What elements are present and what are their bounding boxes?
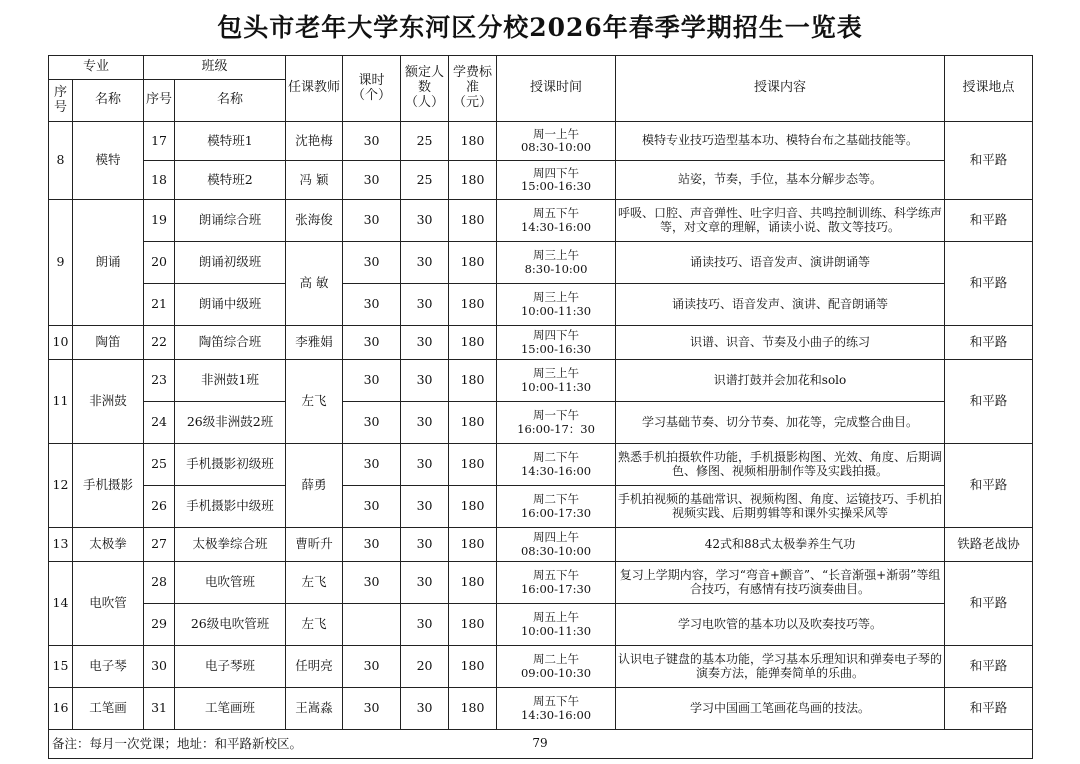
fee: 180 — [449, 486, 497, 528]
location: 和平路 — [945, 646, 1033, 688]
table-row — [49, 284, 1033, 326]
hours: 30 — [343, 242, 401, 284]
class-time — [497, 562, 616, 604]
remark: 备注：每月一次党课；地址：和平路新校区。 — [49, 730, 1033, 759]
class-hours: 09:00-10:30 — [520, 665, 592, 680]
header-class-name: 名称 — [175, 80, 286, 122]
class-hours: 16:00-17:30 — [520, 505, 592, 520]
hours: 30 — [343, 122, 401, 161]
class-hours: 15:00-16:30 — [520, 341, 592, 356]
quota: 20 — [401, 646, 449, 688]
major-name: 朗诵 — [73, 200, 144, 326]
class-day: 周二下午 — [533, 450, 580, 465]
class-day: 周四下午 — [533, 328, 580, 343]
major-name: 陶笛 — [73, 326, 144, 360]
fee: 180 — [449, 242, 497, 284]
teacher: 薛勇 — [286, 444, 343, 528]
class-time — [497, 604, 616, 646]
major-name: 电子琴 — [73, 646, 144, 688]
quota: 30 — [401, 444, 449, 486]
major-name: 手机摄影 — [73, 444, 144, 528]
class-day: 周一下午 — [533, 408, 580, 423]
quota: 30 — [401, 284, 449, 326]
teacher: 任明亮 — [286, 646, 343, 688]
location: 和平路 — [945, 326, 1033, 360]
enrollment-table — [48, 55, 1033, 759]
major-name: 非洲鼓 — [73, 360, 144, 444]
location: 和平路 — [945, 360, 1033, 444]
page-number: 79 — [532, 736, 548, 750]
header-major-no: 序号 — [49, 80, 73, 122]
class-time — [497, 444, 616, 486]
hours: 30 — [343, 444, 401, 486]
class-time — [497, 326, 616, 360]
location: 和平路 — [945, 444, 1033, 528]
teacher: 高 敏 — [286, 242, 343, 326]
teacher: 王嵩淼 — [286, 688, 343, 730]
class-hours: 10:00-11:30 — [520, 623, 592, 638]
class-name: 朗诵中级班 — [175, 284, 286, 326]
class-time — [497, 486, 616, 528]
class-name: 工笔画班 — [175, 688, 286, 730]
fee: 180 — [449, 562, 497, 604]
quota: 30 — [401, 688, 449, 730]
table-row — [49, 402, 1033, 444]
fee: 180 — [449, 161, 497, 200]
fee: 180 — [449, 122, 497, 161]
class-no: 27 — [144, 528, 175, 562]
content: 诵读技巧、语音发声、演讲、配音朗诵等 — [616, 284, 945, 326]
header-major-name: 名称 — [73, 80, 144, 122]
table-row — [49, 242, 1033, 284]
class-hours: 08:30-10:00 — [520, 543, 592, 558]
content: 42式和88式太极拳养生气功 — [616, 528, 945, 562]
hours: 30 — [343, 646, 401, 688]
table-row — [49, 486, 1033, 528]
content: 识谱、识音、节奏及小曲子的练习 — [616, 326, 945, 360]
class-day: 周四上午 — [533, 530, 580, 545]
quota: 30 — [401, 604, 449, 646]
header-class-no: 序号 — [144, 80, 175, 122]
location: 铁路老战协 — [945, 528, 1033, 562]
fee: 180 — [449, 326, 497, 360]
fee: 180 — [449, 646, 497, 688]
class-time — [497, 688, 616, 730]
quota: 30 — [401, 486, 449, 528]
class-no: 24 — [144, 402, 175, 444]
location: 和平路 — [945, 200, 1033, 242]
header-hours: 课时（个） — [343, 56, 401, 122]
quota: 30 — [401, 562, 449, 604]
fee: 180 — [449, 402, 497, 444]
page-title: 包头市老年大学东河区分校2026年春季学期招生一览表 — [217, 13, 863, 42]
class-hours: 10:00-11:30 — [520, 379, 592, 394]
hours: 30 — [343, 161, 401, 200]
class-no: 22 — [144, 326, 175, 360]
class-no: 17 — [144, 122, 175, 161]
content: 学习基础节奏、切分节奏、加花等，完成整合曲目。 — [616, 402, 945, 444]
hours: 30 — [343, 562, 401, 604]
major-no: 10 — [49, 326, 73, 360]
major-name: 工笔画 — [73, 688, 144, 730]
major-no: 12 — [49, 444, 73, 528]
class-day: 周二下午 — [533, 492, 580, 507]
fee: 180 — [449, 444, 497, 486]
hours: 30 — [343, 486, 401, 528]
class-day: 周五下午 — [533, 568, 580, 583]
content: 学习电吹管的基本功以及吹奏技巧等。 — [616, 604, 945, 646]
teacher: 李雅娟 — [286, 326, 343, 360]
class-no: 23 — [144, 360, 175, 402]
class-name: 26级电吹管班 — [175, 604, 286, 646]
class-hours: 14:30-16:00 — [520, 463, 592, 478]
hours: 30 — [343, 284, 401, 326]
class-time — [497, 242, 616, 284]
class-no: 25 — [144, 444, 175, 486]
teacher: 冯 颖 — [286, 161, 343, 200]
quota: 30 — [401, 402, 449, 444]
class-hours: 16:00-17:30 — [520, 581, 592, 596]
major-no: 16 — [49, 688, 73, 730]
class-name: 朗诵初级班 — [175, 242, 286, 284]
class-time — [497, 646, 616, 688]
header-fee: 学费标准（元） — [449, 56, 497, 122]
content: 认识电子键盘的基本功能，学习基本乐理知识和弹奏电子琴的演奏方法，能弹奏简单的乐曲。 — [616, 646, 945, 688]
table-row — [49, 646, 1033, 688]
location: 和平路 — [945, 562, 1033, 646]
class-time — [497, 161, 616, 200]
class-day: 周二上午 — [533, 652, 580, 667]
teacher: 左飞 — [286, 562, 343, 604]
header-class: 班级 — [144, 56, 286, 80]
class-time — [497, 528, 616, 562]
class-time — [497, 360, 616, 402]
class-no: 31 — [144, 688, 175, 730]
table-row — [49, 326, 1033, 360]
class-hours: 08:30-10:00 — [520, 140, 592, 154]
header-quota: 额定人数（人） — [401, 56, 449, 122]
header-major: 专业 — [49, 56, 144, 80]
hours: 30 — [343, 528, 401, 562]
quota: 30 — [401, 200, 449, 242]
class-name: 朗诵综合班 — [175, 200, 286, 242]
content: 呼吸、口腔、声音弹性、吐字归音、共鸣控制训练、科学练声等，对文章的理解，诵读小说、散文等技巧。 — [616, 200, 945, 242]
table-row — [49, 444, 1033, 486]
teacher: 沈艳梅 — [286, 122, 343, 161]
content: 学习中国画工笔画花鸟画的技法。 — [616, 688, 945, 730]
class-name: 手机摄影初级班 — [175, 444, 286, 486]
table-row — [49, 360, 1033, 402]
major-no: 15 — [49, 646, 73, 688]
class-no: 20 — [144, 242, 175, 284]
major-no: 14 — [49, 562, 73, 646]
hours: 30 — [343, 360, 401, 402]
class-no: 30 — [144, 646, 175, 688]
major-name: 电吹管 — [73, 562, 144, 646]
hours: 30 — [343, 200, 401, 242]
quota: 25 — [401, 122, 449, 161]
header-row-1 — [49, 56, 1033, 80]
fee: 180 — [449, 604, 497, 646]
class-no: 26 — [144, 486, 175, 528]
class-hours: 16:00-17：30 — [517, 421, 595, 436]
class-time — [497, 200, 616, 242]
class-day: 周五下午 — [533, 206, 580, 221]
major-name: 太极拳 — [73, 528, 144, 562]
class-day: 周五上午 — [533, 610, 580, 625]
class-no: 28 — [144, 562, 175, 604]
major-name: 模特 — [73, 122, 144, 200]
major-no: 11 — [49, 360, 73, 444]
major-no: 13 — [49, 528, 73, 562]
table-row — [49, 161, 1033, 200]
class-hours: 15:00-16:30 — [520, 179, 592, 193]
class-time — [497, 122, 616, 161]
header-location: 授课地点 — [945, 56, 1033, 122]
teacher: 左飞 — [286, 360, 343, 444]
class-hours: 8:30-10:00 — [524, 261, 588, 276]
header-teacher: 任课教师 — [286, 56, 343, 122]
class-day: 周一上午 — [533, 126, 580, 141]
header-content: 授课内容 — [616, 56, 945, 122]
teacher: 张海俊 — [286, 200, 343, 242]
class-no: 29 — [144, 604, 175, 646]
class-day: 周三上午 — [533, 366, 580, 381]
quota: 30 — [401, 326, 449, 360]
class-hours: 14:30-16:00 — [520, 707, 592, 722]
class-name: 太极拳综合班 — [175, 528, 286, 562]
teacher: 左飞 — [286, 604, 343, 646]
class-day: 周四下午 — [533, 165, 580, 180]
table-row — [49, 200, 1033, 242]
location: 和平路 — [945, 122, 1033, 200]
header-time: 授课时间 — [497, 56, 616, 122]
class-no: 18 — [144, 161, 175, 200]
hours — [343, 604, 401, 646]
teacher: 曹昕升 — [286, 528, 343, 562]
class-day: 周五下午 — [533, 694, 580, 709]
quota: 30 — [401, 242, 449, 284]
content: 模特专业技巧造型基本功、模特台布之基础技能等。 — [616, 122, 945, 161]
fee: 180 — [449, 688, 497, 730]
major-no: 8 — [49, 122, 73, 200]
quota: 30 — [401, 528, 449, 562]
class-day: 周三上午 — [533, 290, 580, 305]
class-time — [497, 402, 616, 444]
class-name: 手机摄影中级班 — [175, 486, 286, 528]
class-no: 21 — [144, 284, 175, 326]
class-name: 模特班2 — [175, 161, 286, 200]
class-name: 电子琴班 — [175, 646, 286, 688]
table-row — [49, 562, 1033, 604]
class-name: 26级非洲鼓2班 — [175, 402, 286, 444]
fee: 180 — [449, 360, 497, 402]
hours: 30 — [343, 688, 401, 730]
class-name: 非洲鼓1班 — [175, 360, 286, 402]
table-row — [49, 528, 1033, 562]
fee: 180 — [449, 528, 497, 562]
class-day: 周三上午 — [533, 248, 580, 263]
content: 站姿，节奏，手位，基本分解步态等。 — [616, 161, 945, 200]
class-no: 19 — [144, 200, 175, 242]
table-row — [49, 122, 1033, 161]
hours: 30 — [343, 326, 401, 360]
hours: 30 — [343, 402, 401, 444]
class-hours: 14:30-16:00 — [520, 219, 592, 234]
class-hours: 10:00-11:30 — [520, 303, 592, 318]
content: 诵读技巧、语音发声、演讲朗诵等 — [616, 242, 945, 284]
content: 熟悉手机拍摄软件功能，手机摄影构图、光效、角度、后期调色、修图、视频相册制作等及实践拍摄。 — [616, 444, 945, 486]
content: 识谱打鼓并会加花和solo — [616, 360, 945, 402]
quota: 30 — [401, 360, 449, 402]
content: 手机拍视频的基础常识、视频构图、角度、运镜技巧、手机拍视频实践、后期剪辑等和课外实操采风等 — [616, 486, 945, 528]
location: 和平路 — [945, 242, 1033, 326]
class-name: 陶笛综合班 — [175, 326, 286, 360]
location: 和平路 — [945, 688, 1033, 730]
major-no: 9 — [49, 200, 73, 326]
class-time — [497, 284, 616, 326]
fee: 180 — [449, 284, 497, 326]
class-name: 电吹管班 — [175, 562, 286, 604]
table-row — [49, 688, 1033, 730]
table-row — [49, 604, 1033, 646]
class-name: 模特班1 — [175, 122, 286, 161]
fee: 180 — [449, 200, 497, 242]
quota: 25 — [401, 161, 449, 200]
content: 复习上学期内容，学习“弯音+颤音”、“长音渐强+渐弱”等组合技巧，有感情有技巧演奏曲目。 — [616, 562, 945, 604]
